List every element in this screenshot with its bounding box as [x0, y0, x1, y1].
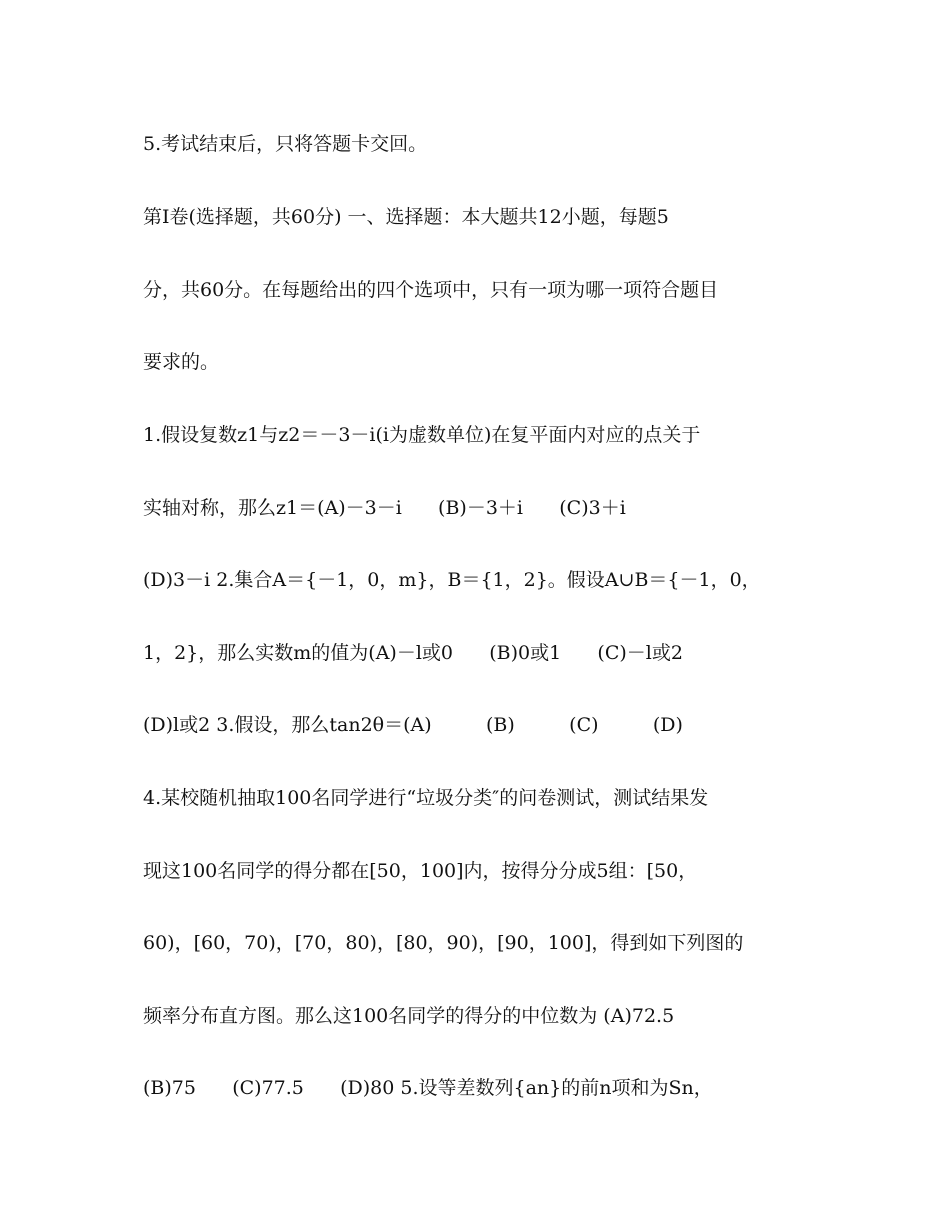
- text-line-question-4-intervals: 60)，[60，70)，[70，80)，[80，90)，[90，100]，得到如下列图的: [143, 932, 744, 954]
- text-line-question-2: (D)3－i 2.集合A＝{－1，0，m}，B＝{1，2}。假设A∪B＝{－1，0，: [143, 569, 761, 591]
- text-line-section-heading-cont: 分，共60分。在每题给出的四个选项中，只有一项为哪一项符合题目: [143, 279, 719, 301]
- text-line-section-heading-end: 要求的。: [143, 351, 220, 373]
- text-line-question-4-prompt: 频率分布直方图。那么这100名同学的得分的中位数为 (A)72.5: [143, 1005, 675, 1027]
- text-line-question-4-options: (B)75 (C)77.5 (D)80 5.设等差数列{an}的前n项和为Sn，: [143, 1077, 713, 1099]
- text-line-instruction-5: 5.考试结束后，只将答题卡交回。: [143, 133, 428, 155]
- text-line-question-4-cont: 现这100名同学的得分都在[50，100]内，按得分分成5组：[50，: [143, 860, 698, 882]
- text-line-question-3: (D)l或2 3.假设，那么tan2θ＝(A) (B) (C) (D): [143, 714, 683, 736]
- text-line-question-1-options: 实轴对称，那么z1＝(A)－3－i (B)－3＋i (C)3＋i: [143, 497, 626, 519]
- text-line-question-2-options: 1，2}，那么实数m的值为(A)－l或0 (B)0或1 (C)－l或2: [143, 642, 683, 664]
- text-line-question-4: 4.某校随机抽取100名同学进行“垃圾分类″的问卷测试，测试结果发: [143, 787, 709, 809]
- text-line-question-1: 1.假设复数z1与z2＝－3－i(i为虚数单位)在复平面内对应的点关于: [143, 424, 701, 446]
- text-line-section-heading: 第Ⅰ卷(选择题，共60分) 一、选择题：本大题共12小题，每题5: [143, 206, 669, 228]
